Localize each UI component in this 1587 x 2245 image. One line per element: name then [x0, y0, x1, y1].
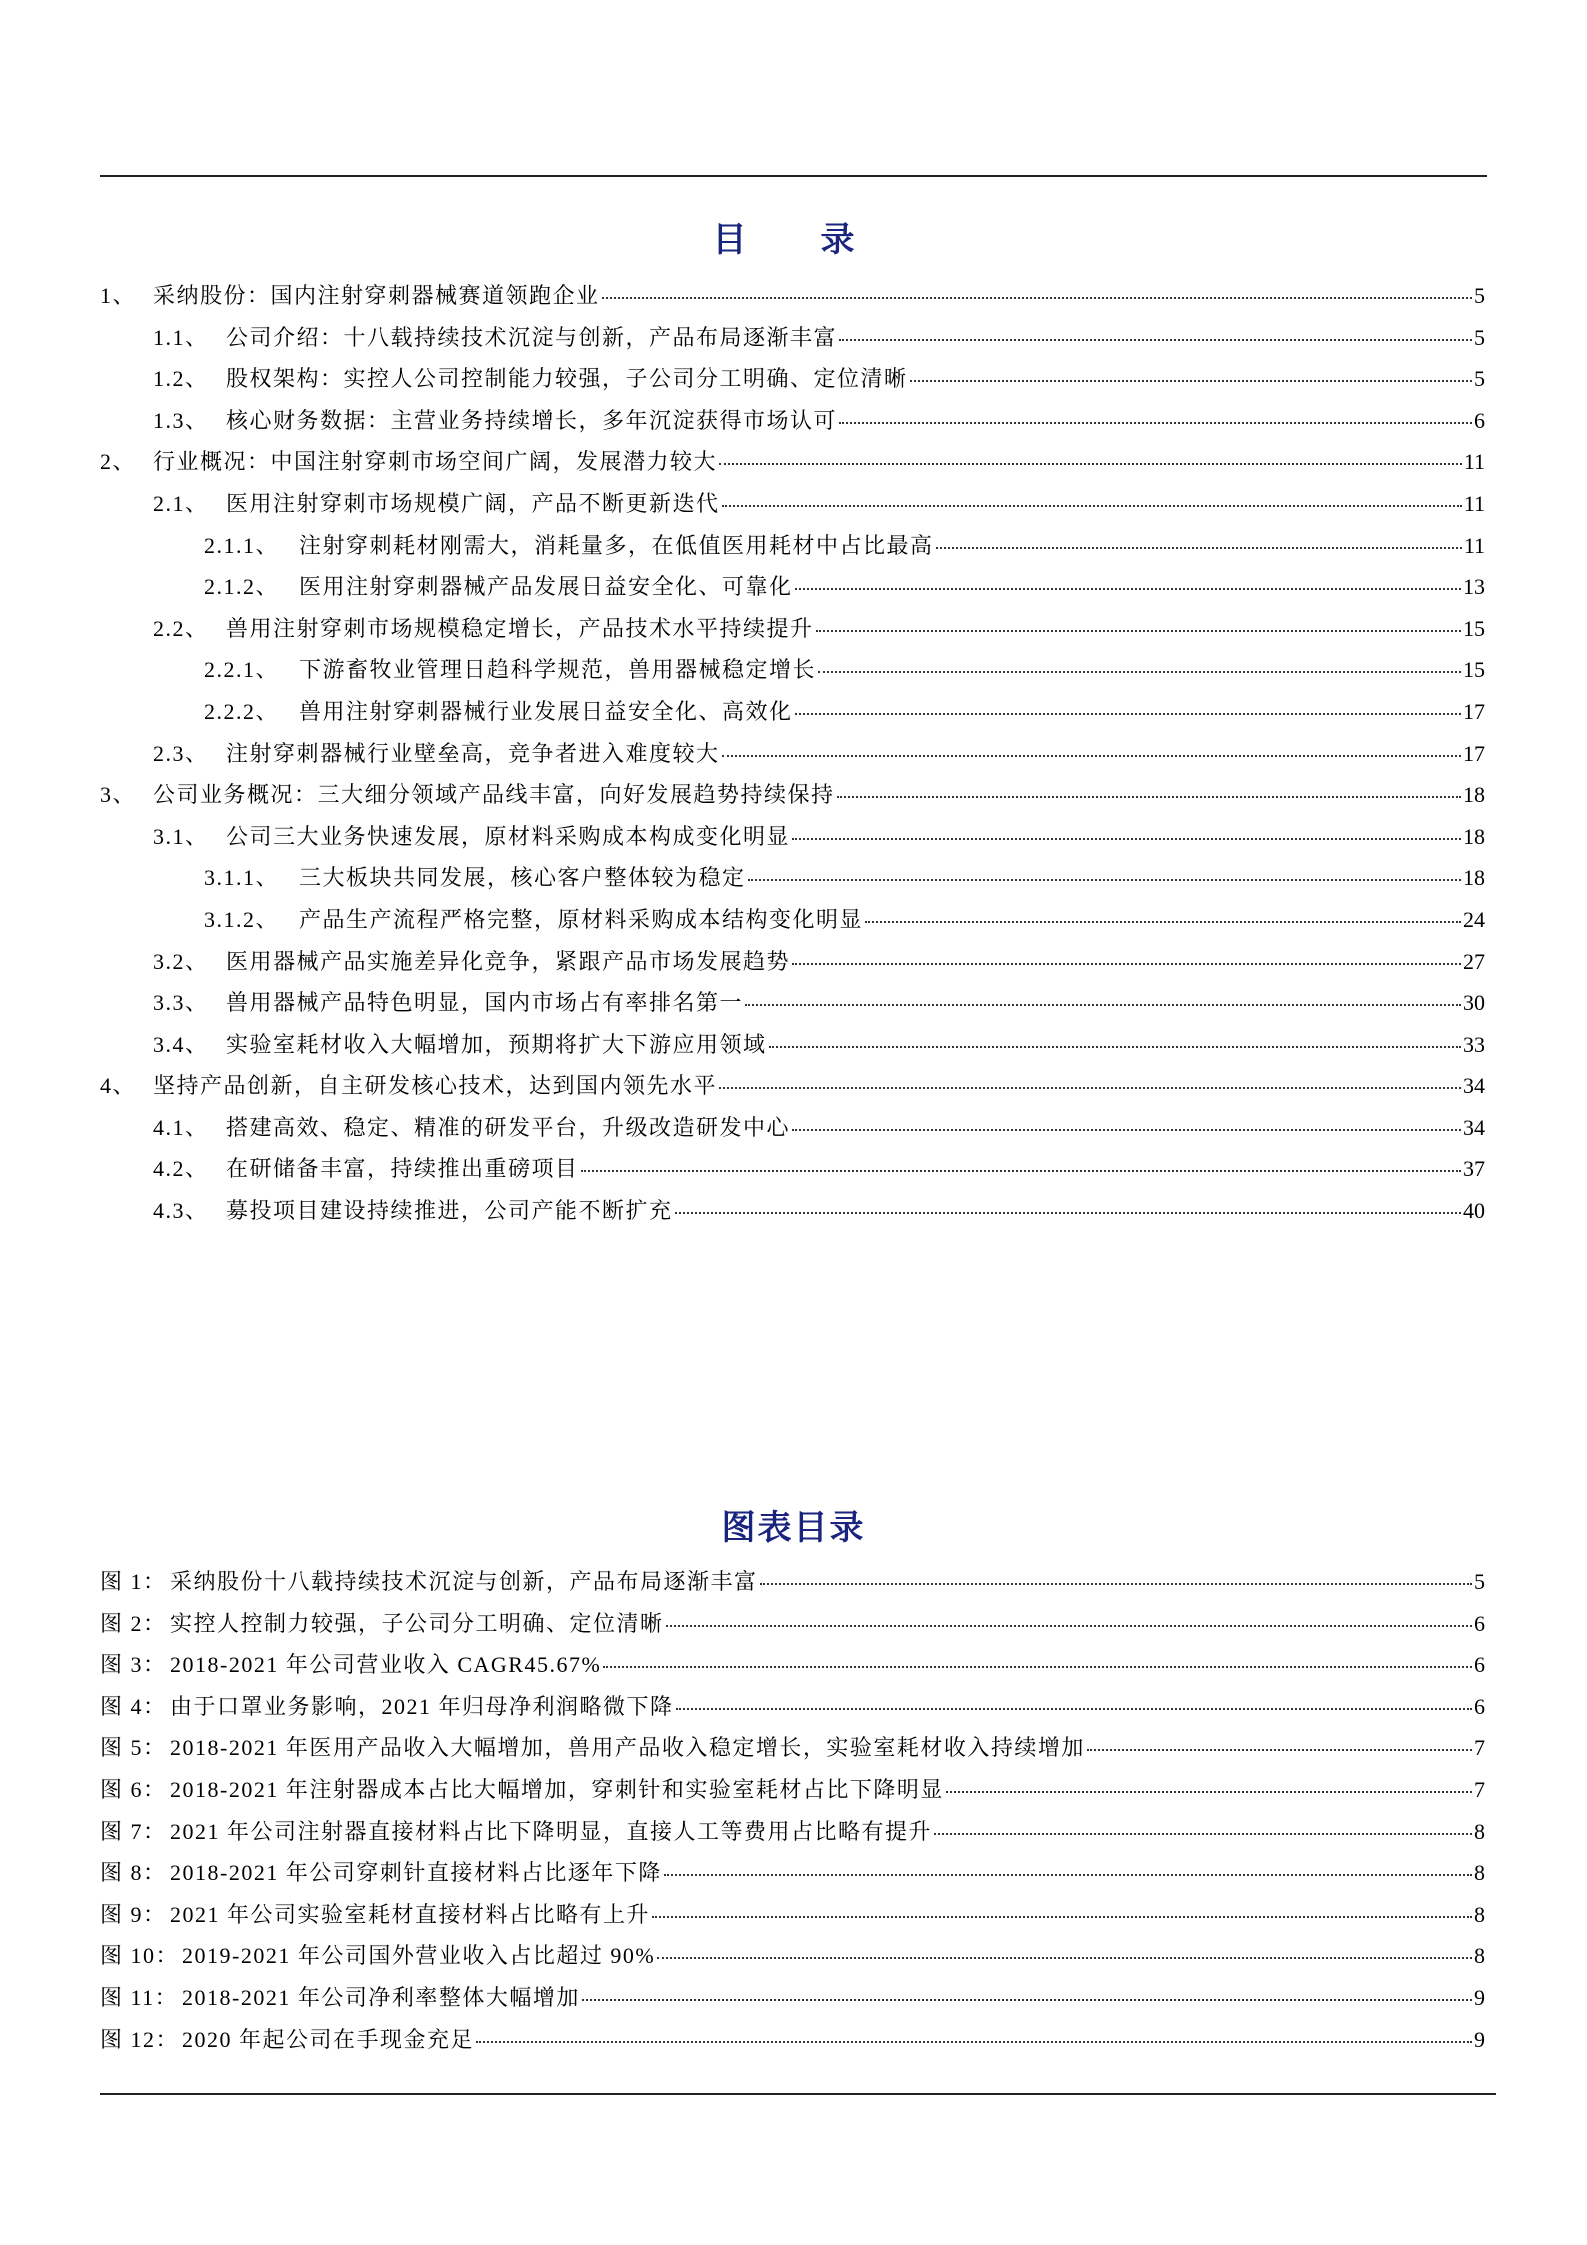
toc-entry[interactable]	[100, 279, 1485, 321]
dot-leader	[865, 921, 1461, 923]
dot-leader	[769, 1046, 1461, 1048]
figure-entry[interactable]	[100, 1607, 1485, 1649]
toc-entry[interactable]	[100, 820, 1485, 862]
entry-title[interactable]: 医用注射穿刺市场规模广阔，产品不断更新迭代	[226, 490, 720, 516]
entry-page-number: 8	[1474, 1818, 1485, 1844]
dot-leader	[657, 1957, 1472, 1959]
dot-leader	[719, 463, 1462, 465]
entry-page-number: 34	[1463, 1114, 1485, 1140]
dot-leader	[795, 588, 1461, 590]
figure-entry[interactable]	[100, 1856, 1485, 1898]
entry-number: 2、	[100, 449, 137, 475]
entry-number: 图 6：	[100, 1776, 167, 1802]
figure-entry[interactable]	[100, 1981, 1485, 2023]
header-rule	[100, 175, 1487, 177]
entry-title[interactable]: 坚持产品创新，自主研发核心技术，达到国内领先水平	[153, 1073, 718, 1099]
entry-number: 4.3、	[153, 1198, 209, 1224]
toc-entry[interactable]	[100, 404, 1485, 446]
entry-title[interactable]: 公司介绍：十八载持续技术沉淀与创新，产品布局逐渐丰富	[226, 324, 838, 350]
entry-page-number: 5	[1474, 366, 1485, 392]
entry-number: 3.1、	[153, 823, 209, 849]
dot-leader	[582, 1999, 1472, 2001]
dot-leader	[792, 1129, 1461, 1131]
entry-page-number: 7	[1474, 1735, 1485, 1761]
dot-leader	[664, 1874, 1472, 1876]
toc-entry[interactable]	[100, 1152, 1485, 1194]
entry-number: 图 9：	[100, 1901, 167, 1927]
entry-title[interactable]: 公司三大业务快速发展，原材料采购成本构成变化明显	[226, 823, 791, 849]
dot-leader	[719, 1087, 1461, 1089]
toc-entry[interactable]	[100, 570, 1485, 612]
entry-page-number: 27	[1463, 948, 1485, 974]
figure-entry[interactable]	[100, 1565, 1485, 1607]
entry-number: 3.4、	[153, 1031, 209, 1057]
entry-page-number: 8	[1474, 1901, 1485, 1927]
entry-page-number: 7	[1474, 1776, 1485, 1802]
dot-leader	[476, 2041, 1472, 2043]
entry-page-number: 8	[1474, 1943, 1485, 1969]
entry-number: 图 3：	[100, 1652, 167, 1678]
dot-leader	[792, 838, 1461, 840]
entry-number: 3.3、	[153, 990, 209, 1016]
entry-number: 4.1、	[153, 1114, 209, 1140]
dot-leader	[818, 671, 1461, 673]
entry-page-number: 11	[1463, 490, 1485, 516]
entry-page-number: 6	[1474, 1610, 1485, 1636]
entry-number: 1、	[100, 283, 137, 308]
entry-title[interactable]: 下游畜牧业管理日趋科学规范，兽用器械稳定增长	[299, 657, 817, 683]
entry-title[interactable]: 行业概况：中国注射穿刺市场空间广阔，发展潜力较大	[153, 449, 718, 475]
entry-page-number: 13	[1463, 574, 1485, 600]
entry-title[interactable]: 核心财务数据：主营业务持续增长，多年沉淀获得市场认可	[226, 407, 838, 433]
entry-page-number: 6	[1474, 1693, 1485, 1719]
entry-title[interactable]: 采纳股份十八载持续技术沉淀与创新，产品布局逐渐丰富	[170, 1569, 758, 1594]
toc-entry[interactable]	[100, 737, 1485, 779]
entry-title[interactable]: 由于口罩业务影响，2021 年归母净利润略微下降	[170, 1693, 674, 1719]
dot-leader	[748, 879, 1461, 881]
entry-title[interactable]: 实验室耗材收入大幅增加，预期将扩大下游应用领域	[226, 1031, 767, 1057]
entry-page-number: 15	[1463, 657, 1485, 683]
figure-entry[interactable]	[100, 1939, 1485, 1981]
entry-title[interactable]: 注射穿刺器械行业壁垒高，竞争者进入难度较大	[226, 740, 720, 766]
toc-entry[interactable]	[100, 1111, 1485, 1153]
entry-page-number: 11	[1463, 449, 1485, 475]
figure-entry[interactable]	[100, 1773, 1485, 1815]
entry-title[interactable]: 2018-2021 年公司穿刺针直接材料占比逐年下降	[170, 1860, 662, 1886]
entry-title[interactable]: 2019-2021 年公司国外营业收入占比超过 90%	[182, 1943, 656, 1969]
entry-number: 2.2、	[153, 615, 209, 641]
entry-page-number: 33	[1463, 1031, 1485, 1057]
entry-page-number: 17	[1463, 698, 1485, 724]
dot-leader	[936, 547, 1462, 549]
toc-entry[interactable]	[100, 945, 1485, 987]
toc-entry[interactable]	[100, 1069, 1485, 1111]
entry-page-number: 6	[1474, 1652, 1485, 1678]
entry-number: 3.2、	[153, 948, 209, 974]
entry-page-number: 5	[1474, 324, 1485, 350]
dot-leader	[946, 1791, 1472, 1793]
entry-number: 图 4：	[100, 1693, 167, 1719]
entry-title[interactable]: 2018-2021 年注射器成本占比大幅增加，穿刺针和实验室耗材占比下降明显	[170, 1776, 944, 1802]
entry-title[interactable]: 2018-2021 年公司营业收入 CAGR45.67%	[170, 1652, 602, 1678]
toc-entry[interactable]	[100, 445, 1485, 487]
toc-entry[interactable]	[100, 362, 1485, 404]
dot-leader	[934, 1833, 1472, 1835]
figure-list	[100, 1565, 1485, 2064]
entry-number: 2.3、	[153, 740, 209, 766]
dot-leader	[666, 1625, 1472, 1627]
entry-number: 2.1.1、	[204, 532, 280, 558]
table-of-contents	[100, 279, 1485, 1236]
entry-number: 图 11：	[100, 1984, 179, 2010]
toc-entry[interactable]	[100, 1028, 1485, 1070]
entry-number: 1.3、	[153, 407, 209, 433]
entry-number: 3.1.2、	[204, 906, 280, 932]
toc-entry[interactable]	[100, 487, 1485, 529]
entry-title[interactable]: 兽用注射穿刺市场规模稳定增长，产品技术水平持续提升	[226, 615, 814, 641]
dot-leader	[602, 297, 1472, 299]
entry-number: 图 1：	[100, 1569, 167, 1594]
toc-entry[interactable]	[100, 529, 1485, 571]
entry-number: 3.1.1、	[204, 865, 280, 891]
figure-entry[interactable]	[100, 1815, 1485, 1857]
toc-entry[interactable]	[100, 903, 1485, 945]
entry-title[interactable]: 公司业务概况：三大细分领域产品线丰富，向好发展趋势持续保持	[153, 782, 835, 808]
entry-title[interactable]: 兽用注射穿刺器械行业发展日益安全化、高效化	[299, 698, 793, 724]
entry-page-number: 30	[1463, 990, 1485, 1016]
entry-title[interactable]: 2021 年公司注射器直接材料占比下降明显，直接人工等费用占比略有提升	[170, 1818, 933, 1844]
dot-leader	[792, 963, 1461, 965]
entry-number: 图 7：	[100, 1818, 167, 1844]
entry-page-number: 24	[1463, 906, 1485, 932]
entry-number: 2.2.2、	[204, 698, 280, 724]
dot-leader	[676, 1708, 1472, 1710]
entry-number: 4.2、	[153, 1156, 209, 1182]
entry-page-number: 9	[1474, 2026, 1485, 2052]
entry-number: 2.2.1、	[204, 657, 280, 683]
entry-title[interactable]: 兽用器械产品特色明显，国内市场占有率排名第一	[226, 990, 744, 1016]
footer-rule	[100, 2093, 1496, 2095]
toc-entry[interactable]	[100, 653, 1485, 695]
dot-leader	[839, 339, 1472, 341]
figure-entry[interactable]	[100, 1648, 1485, 1690]
entry-title[interactable]: 2020 年起公司在手现金充足	[182, 2026, 475, 2052]
dot-leader	[816, 630, 1461, 632]
dot-leader	[675, 1212, 1461, 1214]
entry-number: 图 2：	[100, 1610, 167, 1636]
entry-page-number: 11	[1463, 532, 1485, 558]
entry-title[interactable]: 实控人控制力较强，子公司分工明确、定位清晰	[170, 1610, 664, 1636]
entry-number: 图 12：	[100, 2026, 180, 2052]
entry-title[interactable]: 搭建高效、稳定、精准的研发平台，升级改造研发中心	[226, 1114, 791, 1140]
dot-leader	[722, 755, 1461, 757]
entry-number: 1.2、	[153, 366, 209, 392]
dot-leader	[603, 1666, 1472, 1668]
entry-number: 2.1、	[153, 490, 209, 516]
figure-entry[interactable]	[100, 1898, 1485, 1940]
toc-entry[interactable]	[100, 986, 1485, 1028]
dot-leader	[760, 1583, 1472, 1585]
dot-leader	[722, 505, 1462, 507]
entry-number: 3、	[100, 782, 137, 808]
figure-entry[interactable]	[100, 1690, 1485, 1732]
entry-page-number: 9	[1474, 1984, 1485, 2010]
entry-title[interactable]: 产品生产流程严格完整，原材料采购成本结构变化明显	[299, 906, 864, 932]
entry-title[interactable]: 采纳股份：国内注射穿刺器械赛道领跑企业	[153, 283, 600, 308]
dot-leader	[795, 713, 1461, 715]
entry-number: 图 8：	[100, 1860, 167, 1886]
toc-entry[interactable]	[100, 861, 1485, 903]
entry-title[interactable]: 股权架构：实控人公司控制能力较强，子公司分工明确、定位清晰	[226, 366, 908, 392]
entry-title[interactable]: 三大板块共同发展，核心客户整体较为稳定	[299, 865, 746, 891]
toc-entry[interactable]	[100, 695, 1485, 737]
entry-title[interactable]: 2021 年公司实验室耗材直接材料占比略有上升	[170, 1901, 651, 1927]
dot-leader	[839, 422, 1472, 424]
entry-title[interactable]: 在研储备丰富，持续推出重磅项目	[226, 1156, 579, 1182]
figure-entry[interactable]	[100, 2023, 1485, 2065]
entry-page-number: 5	[1474, 283, 1485, 308]
entry-number: 4、	[100, 1073, 137, 1099]
entry-title[interactable]: 注射穿刺耗材刚需大，消耗量多，在低值医用耗材中占比最高	[299, 532, 934, 558]
toc-title: 目 录	[712, 222, 875, 259]
figure-list-title: 图表目录	[721, 1510, 866, 1547]
entry-title[interactable]: 医用注射穿刺器械产品发展日益安全化、可靠化	[299, 574, 793, 600]
toc-entry[interactable]	[100, 1194, 1485, 1236]
entry-page-number: 18	[1463, 782, 1485, 808]
dot-leader	[745, 1004, 1461, 1006]
entry-number: 1.1、	[153, 324, 209, 350]
figure-entry[interactable]	[100, 1731, 1485, 1773]
entry-number: 图 5：	[100, 1735, 167, 1761]
entry-page-number: 8	[1474, 1860, 1485, 1886]
entry-title[interactable]: 募投项目建设持续推进，公司产能不断扩充	[226, 1198, 673, 1224]
entry-page-number: 37	[1463, 1156, 1485, 1182]
entry-page-number: 6	[1474, 407, 1485, 433]
entry-page-number: 18	[1463, 823, 1485, 849]
dot-leader	[1087, 1749, 1472, 1751]
entry-title[interactable]: 医用器械产品实施差异化竞争，紧跟产品市场发展趋势	[226, 948, 791, 974]
dot-leader	[910, 380, 1472, 382]
entry-page-number: 34	[1463, 1073, 1485, 1099]
entry-page-number: 18	[1463, 865, 1485, 891]
toc-entry[interactable]	[100, 778, 1485, 820]
entry-title[interactable]: 2018-2021 年公司净利率整体大幅增加	[182, 1984, 580, 2010]
entry-number: 图 10：	[100, 1943, 180, 1969]
toc-entry[interactable]	[100, 321, 1485, 363]
toc-entry[interactable]	[100, 612, 1485, 654]
dot-leader	[652, 1916, 1472, 1918]
entry-title[interactable]: 2018-2021 年医用产品收入大幅增加，兽用产品收入稳定增长，实验室耗材收入持续增加	[170, 1735, 1085, 1761]
entry-page-number: 17	[1463, 740, 1485, 766]
entry-page-number: 15	[1463, 615, 1485, 641]
entry-page-number: 40	[1463, 1198, 1485, 1224]
dot-leader	[581, 1170, 1461, 1172]
entry-page-number: 5	[1474, 1569, 1485, 1594]
dot-leader	[837, 796, 1461, 798]
entry-number: 2.1.2、	[204, 574, 280, 600]
